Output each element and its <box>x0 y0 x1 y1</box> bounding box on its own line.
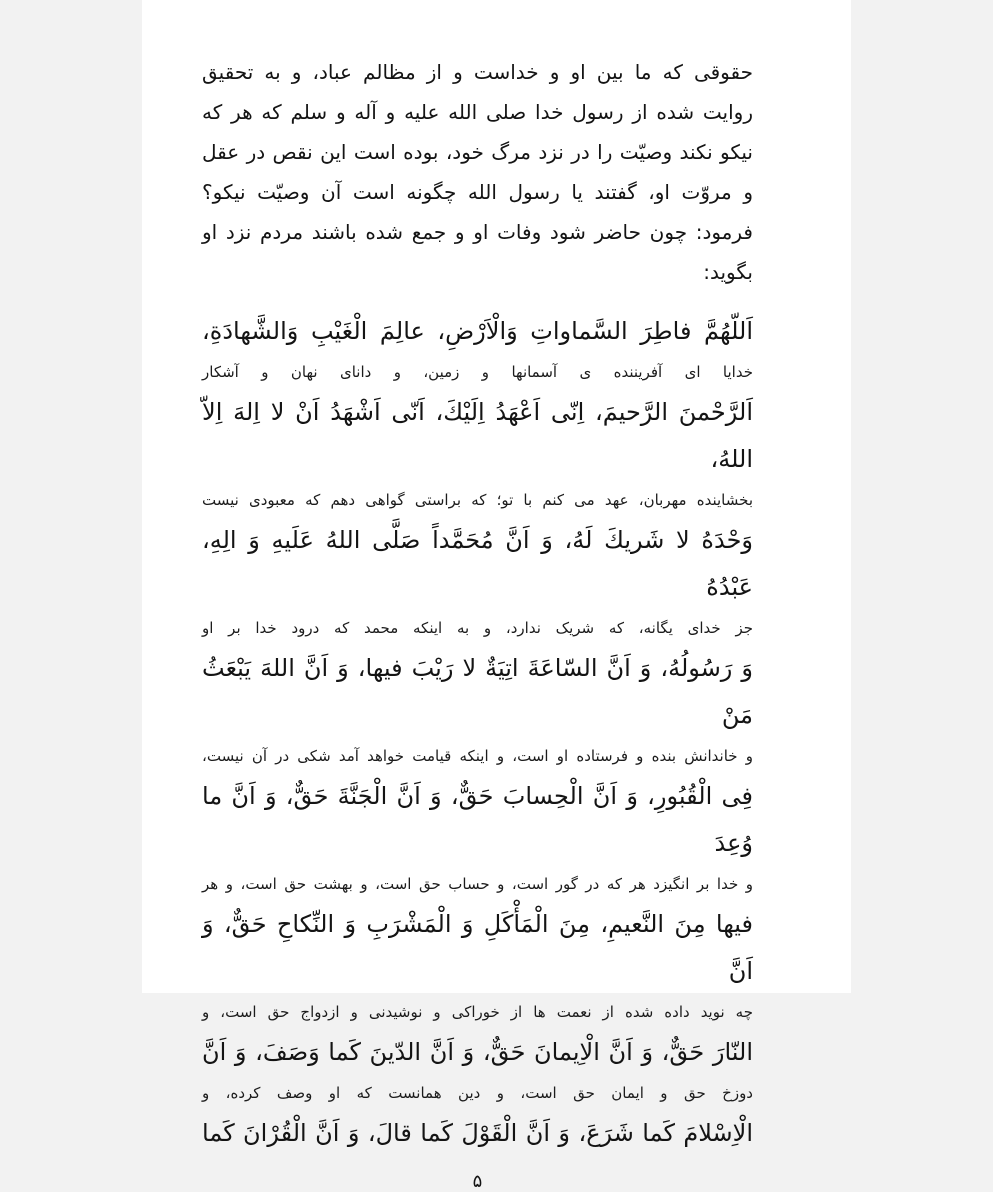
arabic-line: فِى الْقُبُورِ، وَ اَنَّ الْحِسابَ حَقٌّ، وَ اَنَّ الْجَنَّةَ حَقٌّ، وَ اَنَّ ما وُعِدَ <box>202 782 753 857</box>
translation-line: خدایا ای آفریننده ی آسمانها و زمین، و دانای نهان و آشکار <box>202 363 753 381</box>
arabic-line: النّارَ حَقٌّ، وَ اَنَّ الْاِيمانَ حَقٌّ، وَ اَنَّ الدّينَ كَما وَصَفَ، وَ اَنَّ <box>202 1038 753 1066</box>
translation-line: چه نوید داده شده از نعمت ها از خوراکی و نوشیدنی و ازدواج حق است، و <box>202 1003 753 1021</box>
translation-line: و خدا بر انگیزد هر که در گور است، و حساب حق است، و بهشت حق است، و هر <box>202 875 753 893</box>
translation-line: بخشاینده مهربان، عهد می کنم با تو؛ که براستی گواهی دهم که معبودی نیست <box>202 491 753 509</box>
arabic-line: وَحْدَهُ لا شَريكَ لَهُ، وَ اَنَّ مُحَمَّداً صَلَّى اللهُ عَلَيهِ وَ الِهِ، عَبْدُهُ <box>202 526 753 601</box>
arabic-line: اَللّهُمَّ فاطِرَ السَّماواتِ وَالْاَرْضِ، عالِمَ الْغَيْبِ وَالشَّهادَةِ، <box>202 317 753 345</box>
intro-paragraph: حقوقی که ما بین او و خداست و از مظالم عباد، و به تحقیق روایت شده از رسول خدا صلی الله علیه و آله و سلم که هر که نیکو نکند وصیّت را در نزد مرگ خود، بوده است این نقص در عقل و مروّت او، گفتند یا رسول الله چگونه است آن وصیّت نیکو؟ فرمود: چون حاضر شود وفات او و جمع شده باشند مردم نزد او بگوید: <box>202 60 753 284</box>
arabic-line: الْاِسْلامَ كَما شَرَعَ، وَ اَنَّ الْقَوْلَ كَما قالَ، وَ اَنَّ الْقُرْانَ كَما <box>202 1119 753 1147</box>
arabic-line: اَلرَّحْمنَ الرَّحيمَ، اِنّى اَعْهَدُ اِلَيْكَ، اَنّى اَشْهَدُ اَنْ لا اِلهَ اِلاّ اللهُ، <box>202 398 753 473</box>
arabic-line: وَ رَسُولُهُ، وَ اَنَّ السّاعَةَ اتِيَةٌ لا رَيْبَ فيها، وَ اَنَّ اللهَ يَبْعَثُ مَنْ <box>202 654 753 729</box>
translation-line: دوزخ حق و ایمان حق است، و دین همانست که او وصف کرده، و <box>202 1084 753 1102</box>
translation-line: جز خدای یگانه، که شریک ندارد، و به اینکه محمد که درود خدا بر او <box>202 619 753 637</box>
page-number: ۵ <box>472 1171 483 1192</box>
arabic-line: فيها مِنَ النَّعيمِ، مِنَ الْمَأْكَلِ وَ الْمَشْرَبِ وَ النِّكاحِ حَقٌّ، وَ اَنَّ <box>202 910 753 985</box>
verse-block <box>202 308 753 1157</box>
translation-line: و خاندانش بنده و فرستاده او است، و اینکه قیامت خواهد آمد شکی در آن نیست، <box>202 747 753 765</box>
book-page <box>142 0 851 1192</box>
